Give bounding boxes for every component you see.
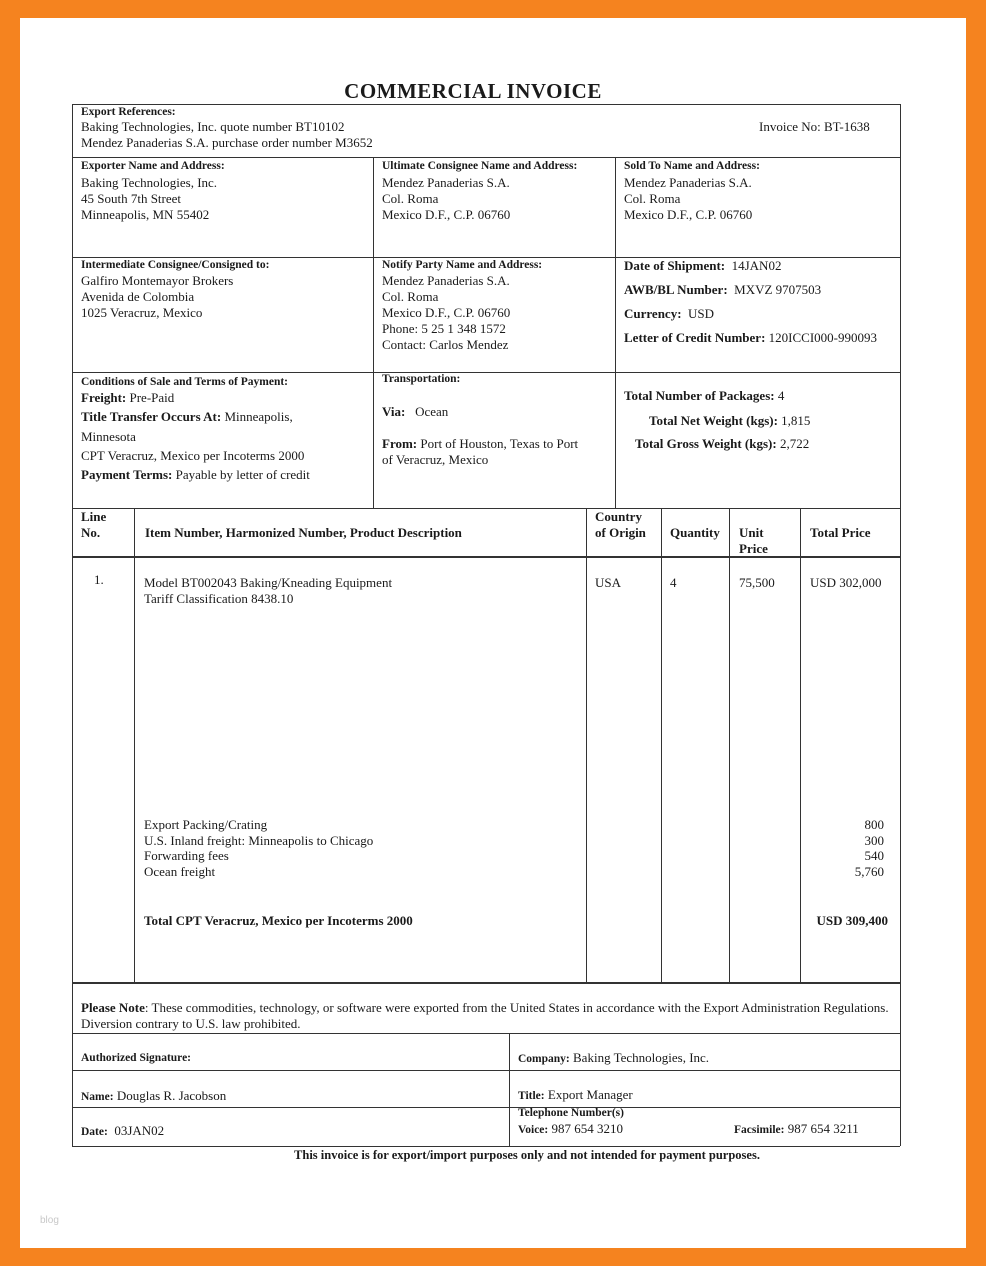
header-country: of Origin — [595, 525, 646, 540]
charge-amount: 300 — [864, 833, 884, 848]
currency — [624, 306, 714, 322]
charge-amount: 800 — [864, 817, 884, 832]
telephone-label: Telephone Number(s) — [518, 1107, 624, 1119]
letter-of-credit-label: Letter of Credit Number: — [624, 330, 766, 345]
rule-sig-col — [509, 1033, 510, 1146]
date-of-shipment — [624, 258, 781, 274]
rule-col-a — [373, 157, 374, 508]
header-unit-price: Price — [739, 541, 768, 556]
total-packages-label: Total Number of Packages: — [624, 388, 775, 403]
row-description: Model BT002043 Baking/Kneading Equipment — [144, 575, 393, 590]
row-unit-price: 75,500 — [739, 575, 775, 590]
exporter-line: 45 South 7th Street — [81, 191, 182, 206]
export-note-text: : These commodities, technology, or software were exported from the United States in accordance with the Export Administration Regulations. Diversion contrary to U.S. law prohibited. — [81, 1000, 889, 1031]
rule-right — [900, 104, 901, 982]
charge-label: Forwarding fees — [144, 848, 229, 863]
freight — [81, 390, 174, 406]
company — [518, 1050, 709, 1067]
payment-terms-label: Payment Terms: — [81, 467, 173, 482]
export-reference-quote: Baking Technologies, Inc. quote number BT10102 — [81, 119, 345, 134]
header-line-no: Line — [81, 509, 107, 524]
header-description: Item Number, Harmonized Number, Product Description — [145, 525, 462, 540]
rule-sig-2 — [72, 1107, 900, 1108]
notify-party-line: Mexico D.F., C.P. 06760 — [382, 305, 511, 320]
title-transfer-value: Minneapolis, — [224, 409, 293, 424]
invoice-number: Invoice No: BT-1638 — [759, 119, 870, 134]
intermediate-consignee-label: Intermediate Consignee/Consigned to: — [81, 259, 270, 271]
net-weight-value: 1,815 — [781, 413, 811, 428]
row-country: USA — [595, 575, 622, 590]
awb-number — [624, 282, 821, 298]
rule-top — [72, 104, 900, 105]
invoice-sheet — [20, 18, 966, 1248]
rule-tcol-5 — [800, 508, 801, 982]
from-cont: of Veracruz, Mexico — [382, 452, 489, 467]
from — [382, 436, 578, 452]
total-label: Total CPT Veracruz, Mexico per Incoterms 2000 — [144, 913, 413, 928]
signature-date-value: 03JAN02 — [114, 1123, 165, 1138]
intermediate-consignee-line: 1025 Veracruz, Mexico — [81, 305, 203, 320]
charge-label: U.S. Inland freight: Minneapolis to Chicago — [144, 833, 374, 848]
rule-tcol-2 — [586, 508, 587, 982]
rule-col-b — [615, 157, 616, 508]
voice-label: Voice: — [518, 1124, 549, 1136]
company-value: Baking Technologies, Inc. — [573, 1050, 710, 1065]
signer-name-label: Name: — [81, 1091, 114, 1103]
charge-amount: 5,760 — [854, 864, 884, 879]
voice — [518, 1121, 623, 1138]
ultimate-consignee-line: Mexico D.F., C.P. 06760 — [382, 207, 511, 222]
notify-party-label: Notify Party Name and Address: — [382, 259, 543, 271]
gross-weight-label: Total Gross Weight (kgs): — [635, 436, 777, 451]
charge-label: Ocean freight — [144, 864, 216, 879]
signer-title — [518, 1087, 633, 1104]
letter-of-credit-value: 120ICCI000-990093 — [768, 330, 877, 345]
row-quantity: 4 — [670, 575, 677, 590]
ultimate-consignee-line: Col. Roma — [382, 191, 439, 206]
row-tariff: Tariff Classification 8438.10 — [144, 591, 294, 606]
intermediate-consignee-line: Avenida de Colombia — [81, 289, 195, 304]
awb-number-label: AWB/BL Number: — [624, 282, 728, 297]
via — [382, 404, 448, 420]
export-references-label: Export References: — [81, 106, 176, 118]
currency-value: USD — [688, 306, 715, 321]
payment-terms-value: Payable by letter of credit — [175, 467, 310, 482]
title-transfer-cont: Minnesota — [81, 429, 136, 444]
date-of-shipment-value: 14JAN02 — [731, 258, 782, 273]
currency-label: Currency: — [624, 306, 682, 321]
title-transfer-label: Title Transfer Occurs At: — [81, 409, 222, 424]
title-transfer — [81, 409, 293, 425]
date-of-shipment-label: Date of Shipment: — [624, 258, 726, 273]
notify-party-line: Col. Roma — [382, 289, 439, 304]
signature-date-label: Date: — [81, 1126, 108, 1138]
net-weight — [649, 413, 810, 429]
sold-to-label: Sold To Name and Address: — [624, 160, 760, 172]
rule-tcol-3 — [661, 508, 662, 982]
sold-to-line: Mendez Panaderias S.A. — [624, 175, 752, 190]
voice-value: 987 654 3210 — [551, 1121, 623, 1136]
header-country: Country — [595, 509, 642, 524]
payment-terms — [81, 467, 310, 483]
signature-date — [81, 1123, 164, 1140]
header-quantity: Quantity — [670, 525, 720, 540]
ultimate-consignee-line: Mendez Panaderias S.A. — [382, 175, 510, 190]
from-value: Port of Houston, Texas to Port — [420, 436, 579, 451]
rule-note-bottom — [72, 1033, 900, 1034]
notify-party-contact: Contact: Carlos Mendez — [382, 337, 509, 352]
intermediate-consignee-line: Galfiro Montemayor Brokers — [81, 273, 234, 288]
freight-label: Freight: — [81, 390, 127, 405]
page-title: COMMERCIAL INVOICE — [344, 79, 602, 103]
authorized-signature-label: Authorized Signature: — [81, 1052, 191, 1064]
row-line-no: 1. — [94, 572, 104, 587]
header-total-price: Total Price — [810, 525, 871, 540]
notify-party-line: Mendez Panaderias S.A. — [382, 273, 510, 288]
awb-number-value: MXVZ 9707503 — [734, 282, 822, 297]
rule-table-header — [72, 556, 900, 558]
export-note-label: Please Note — [81, 1000, 145, 1015]
cpt-terms: CPT Veracruz, Mexico per Incoterms 2000 — [81, 448, 305, 463]
total-packages-value: 4 — [777, 388, 785, 403]
rule-4 — [72, 508, 900, 509]
signer-name-value: Douglas R. Jacobson — [116, 1088, 227, 1103]
letter-of-credit — [624, 330, 877, 346]
rule-table-bottom — [72, 982, 900, 984]
signer-name — [81, 1088, 226, 1105]
rule-3 — [72, 372, 900, 373]
sold-to-line: Col. Roma — [624, 191, 681, 206]
signer-title-value: Export Manager — [547, 1087, 633, 1102]
charge-label: Export Packing/Crating — [144, 817, 268, 832]
sold-to-line: Mexico D.F., C.P. 06760 — [624, 207, 753, 222]
row-total-price: USD 302,000 — [810, 575, 882, 590]
exporter-label: Exporter Name and Address: — [81, 160, 225, 172]
rule-tcol-1 — [134, 508, 135, 982]
charge-amount: 540 — [864, 848, 884, 863]
ultimate-consignee-label: Ultimate Consignee Name and Address: — [382, 160, 578, 172]
total-packages — [624, 388, 784, 404]
rule-left-bottom — [72, 982, 73, 1146]
gross-weight — [635, 436, 809, 452]
company-label: Company: — [518, 1053, 570, 1065]
facsimile-label: Facsimile: — [734, 1124, 785, 1136]
header-line-no: No. — [81, 525, 101, 540]
exporter-line: Minneapolis, MN 55402 — [81, 207, 210, 222]
notify-party-phone: Phone: 5 25 1 348 1572 — [382, 321, 506, 336]
watermark: blog — [40, 1215, 59, 1226]
from-label: From: — [382, 436, 418, 451]
rule-tcol-4 — [729, 508, 730, 982]
gross-weight-value: 2,722 — [779, 436, 810, 451]
transportation-label: Transportation: — [382, 373, 461, 385]
net-weight-label: Total Net Weight (kgs): — [649, 413, 778, 428]
freight-value: Pre-Paid — [129, 390, 175, 405]
export-reference-po: Mendez Panaderias S.A. purchase order number M3652 — [81, 135, 373, 150]
exporter-line: Baking Technologies, Inc. — [81, 175, 218, 190]
export-note — [81, 1000, 889, 1032]
conditions-label: Conditions of Sale and Terms of Payment: — [81, 376, 289, 388]
footer-disclaimer: This invoice is for export/import purposes only and not intended for payment purposes. — [294, 1148, 760, 1162]
signer-title-label: Title: — [518, 1090, 545, 1102]
rule-left — [72, 104, 73, 982]
facsimile — [734, 1121, 859, 1138]
total-value: USD 309,400 — [816, 913, 888, 928]
via-label: Via: — [382, 404, 406, 419]
via-value: Ocean — [415, 404, 449, 419]
rule-sig-1 — [72, 1070, 900, 1071]
facsimile-value: 987 654 3211 — [787, 1121, 859, 1136]
header-unit-price: Unit — [739, 525, 764, 540]
rule-right-bottom — [900, 982, 901, 1146]
